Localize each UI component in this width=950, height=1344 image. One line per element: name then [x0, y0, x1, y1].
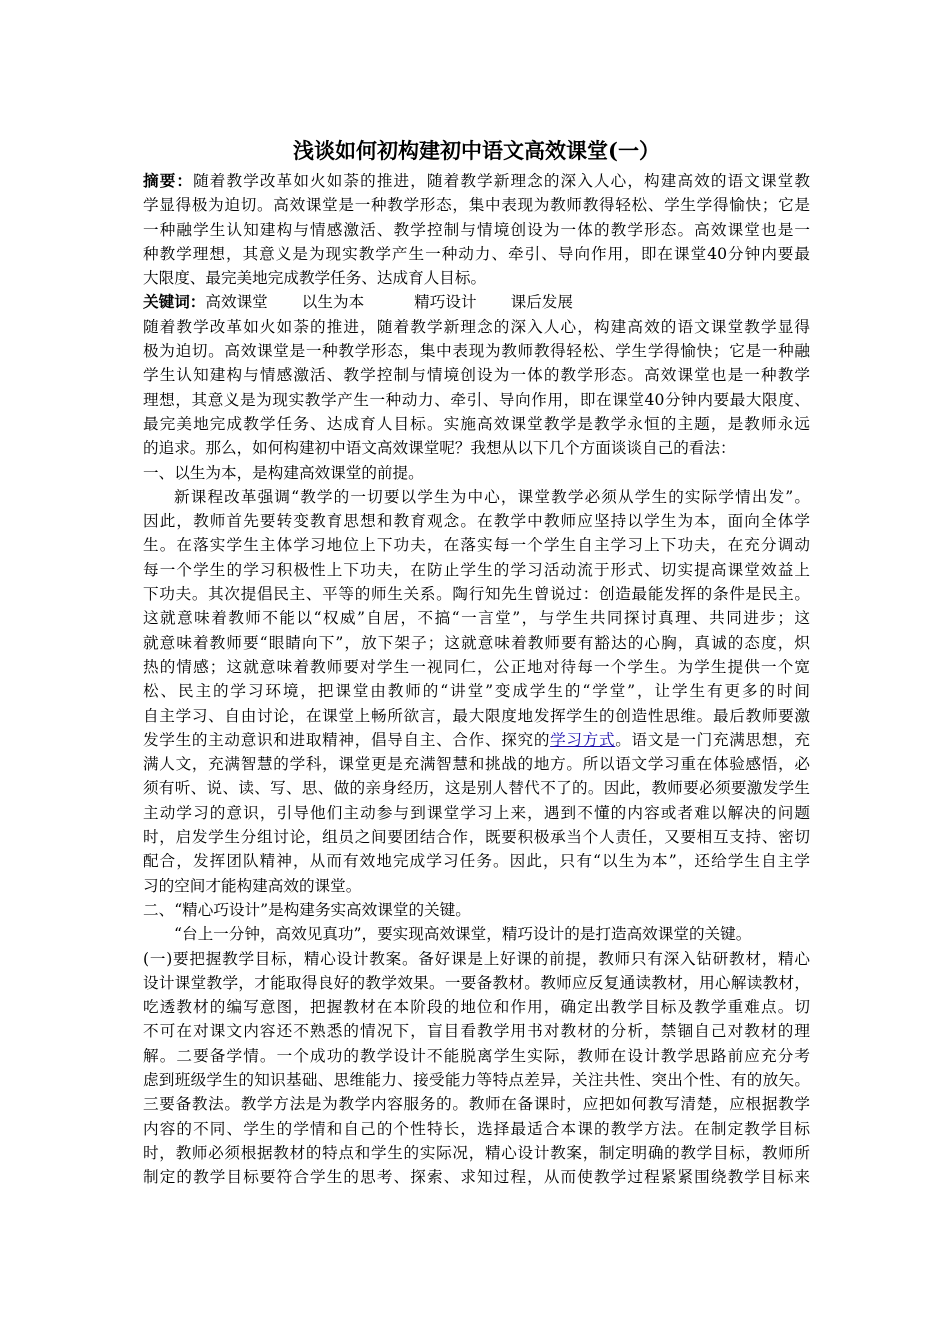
- section-2-paragraph: [143, 922, 810, 1189]
- abstract-label: 摘要：: [143, 171, 194, 190]
- abstract-line: 大限度、最完美地完成教学任务、达成育人目标。: [143, 269, 487, 288]
- intro-paragraph: [143, 315, 810, 461]
- text-line: 生。在落实学生主体学习地位上下功夫，在落实每一个学生自主学习上下功夫，在充分调动: [143, 536, 810, 555]
- text-line: 内容的不同、学生的学情和自己的个性特长，选择最适合本课的教学方法。在制定教学目标: [143, 1119, 810, 1138]
- text-line: 极为迫切。高效课堂是一种教学形态，集中表现为教师教得轻松、学生学得愉快；它是一种融: [143, 342, 810, 361]
- abstract-line: 种教学理想，其意义是为现实教学产生一种动力、牵引、导向作用，即在课堂40分钟内要最: [143, 244, 810, 263]
- text-line: 须有听、说、读、写、思、做的亲身经历，这是别人替代不了的。因此，教师要必须要激发学生: [143, 779, 810, 798]
- text-line: 就意味着教师要“眼睛向下”，放下架子；这就意味着教师要有豁达的心胸，真诚的态度，炽: [143, 633, 810, 652]
- text-line: 发学生的主动意识和进取精神，倡导自主、合作、探究的学习方式。语文是一门充满思想，充: [143, 730, 810, 749]
- text-line: 不可在对课文内容还不熟悉的情况下，盲目看教学用书对教材的分析，禁锢自己对教材的理: [143, 1022, 810, 1041]
- document-title: 浅谈如何初构建初中语文高效课堂(一）: [293, 138, 660, 163]
- text-line: 每一个学生的学习积极性上下功夫，在防止学生的学习活动流于形式、切实提高课堂效益上: [143, 560, 810, 579]
- section-heading-2: 二、“精心巧设计”是构建务实高效课堂的关键。: [143, 900, 471, 919]
- text-line: 下功夫。其次提倡民主、平等的师生关系。陶行知先生曾说过：创造最能发挥的条件是民主。: [143, 585, 810, 604]
- text-line: 随着教学改革如火如荼的推进，随着教学新理念的深入人心，构建高效的语文课堂教学显得: [143, 317, 810, 336]
- keyword: 课后发展: [510, 293, 573, 312]
- text-line: 主动学习的意识，引导他们主动参与到课堂学习上来，遇到不懂的内容或者难以解决的问题: [143, 803, 810, 822]
- text-line: 设计课堂教学，才能取得良好的教学效果。一要备教材。教师应反复通读教材，用心解读教材，: [143, 973, 810, 992]
- text-line: 吃透教材的编写意图，把握教材在本阶段的地位和作用，确定出教学目标及教学重难点。切: [143, 998, 810, 1017]
- text-line: 的追求。那么，如何构建初中语文高效课堂呢？我想从以下几个方面谈谈自己的看法：: [143, 439, 736, 458]
- keyword: 高效课堂: [205, 293, 268, 312]
- text-line: 制定的教学目标要符合学生的思考、探索、求知过程，从而使教学过程紧紧围绕教学目标来: [143, 1168, 810, 1187]
- text-line: 解。二要备学情。一个成功的教学设计不能脱离学生实际，教师在设计教学思路前应充分考: [143, 1046, 810, 1065]
- text-line: 习的空间才能构建高效的课堂。: [143, 876, 362, 895]
- learning-method-link[interactable]: 学习方式: [550, 730, 616, 749]
- text-line: 满人文，充满智慧的学科，课堂更是充满智慧和挑战的地方。所以语文学习重在体验感悟，必: [143, 755, 810, 774]
- text-line: 松、民主的学习环境，把课堂由教师的“讲堂”变成学生的“学堂”，让学生有更多的时间: [143, 682, 810, 701]
- keyword: 以生为本: [301, 293, 365, 312]
- text-line: 时，启发学生分组讨论，组员之间要团结合作，既要积极承当个人责任，又要相互支持、密切: [143, 828, 810, 847]
- text-line: 自主学习、自由讨论，在课堂上畅所欲言，最大限度地发挥学生的创造性思维。最后教师要激: [143, 706, 810, 725]
- text-line: 新课程改革强调“教学的一切要以学生为中心，课堂教学必须从学生的实际学情出发”。: [174, 487, 810, 506]
- section-1-paragraph: [143, 485, 810, 898]
- keywords-label: 关键词：: [143, 292, 206, 312]
- abstract-line: 一种融学生认知建构与情感激活、教学控制与情境创设为一体的教学形态。高效课堂也是一: [143, 220, 810, 239]
- text-line: (一)要把握教学目标，精心设计教案。备好课是上好课的前提，教师只有深入钻研教材，精心: [143, 949, 810, 968]
- section-heading-1: 一、以生为本，是构建高效课堂的前提。: [143, 463, 424, 482]
- text-line: 配合，发挥团队精神，从而有效地完成学习任务。因此，只有“以生为本”，还给学生自主学: [143, 852, 810, 871]
- text-line: 这就意味着教师不能以“权威”自居，不搞“一言堂”，与学生共同探讨真理、共同进步；这: [143, 609, 810, 628]
- document-page: [143, 0, 810, 1189]
- text-line: 三要备教法。教学方法是为教学内容服务的。教师在备课时，应把如何教写清楚，应根据教学: [143, 1095, 810, 1114]
- text-line: 虑到班级学生的知识基础、思维能力、接受能力等特点差异，关注共性、突出个性、有的放矢。: [143, 1070, 810, 1089]
- text-line: 最完美地完成教学任务、达成育人目标。实施高效课堂教学是教学永恒的主题，是教师永远: [143, 414, 810, 433]
- text-line: 热的情感；这就意味着教师要对学生一视同仁，公正地对待每一个学生。为学生提供一个宽: [143, 657, 810, 676]
- abstract-line: 学显得极为迫切。高效课堂是一种教学形态，集中表现为教师教得轻松、学生学得愉快；它是: [143, 196, 810, 215]
- keywords: [143, 290, 810, 314]
- keyword: 精巧设计: [414, 293, 477, 312]
- text-line: 理想，其意义是为现实教学产生一种动力、牵引、导向作用，即在课堂40分钟内要最大限度、: [143, 390, 810, 409]
- text-line: 时，教师必须根据教材的特点和学生的实际况，精心设计教案，制定明确的教学目标，教师所: [143, 1143, 810, 1162]
- text-line: 学生认知建构与情感激活、教学控制与情境创设为一体的教学形态。高效课堂也是一种教学: [143, 366, 810, 385]
- text-line: 因此，教师首先要转变教育思想和教育观念。在教学中教师应坚持以学生为本，面向全体学: [143, 512, 810, 531]
- abstract-line: 摘要：随着教学改革如火如荼的推进，随着教学新理念的深入人心，构建高效的语文课堂教: [143, 171, 810, 190]
- abstract: [143, 169, 810, 290]
- text-line: “台上一分钟，高效见真功”，要实现高效课堂，精巧设计的是打造高效课堂的关键。: [174, 925, 752, 944]
